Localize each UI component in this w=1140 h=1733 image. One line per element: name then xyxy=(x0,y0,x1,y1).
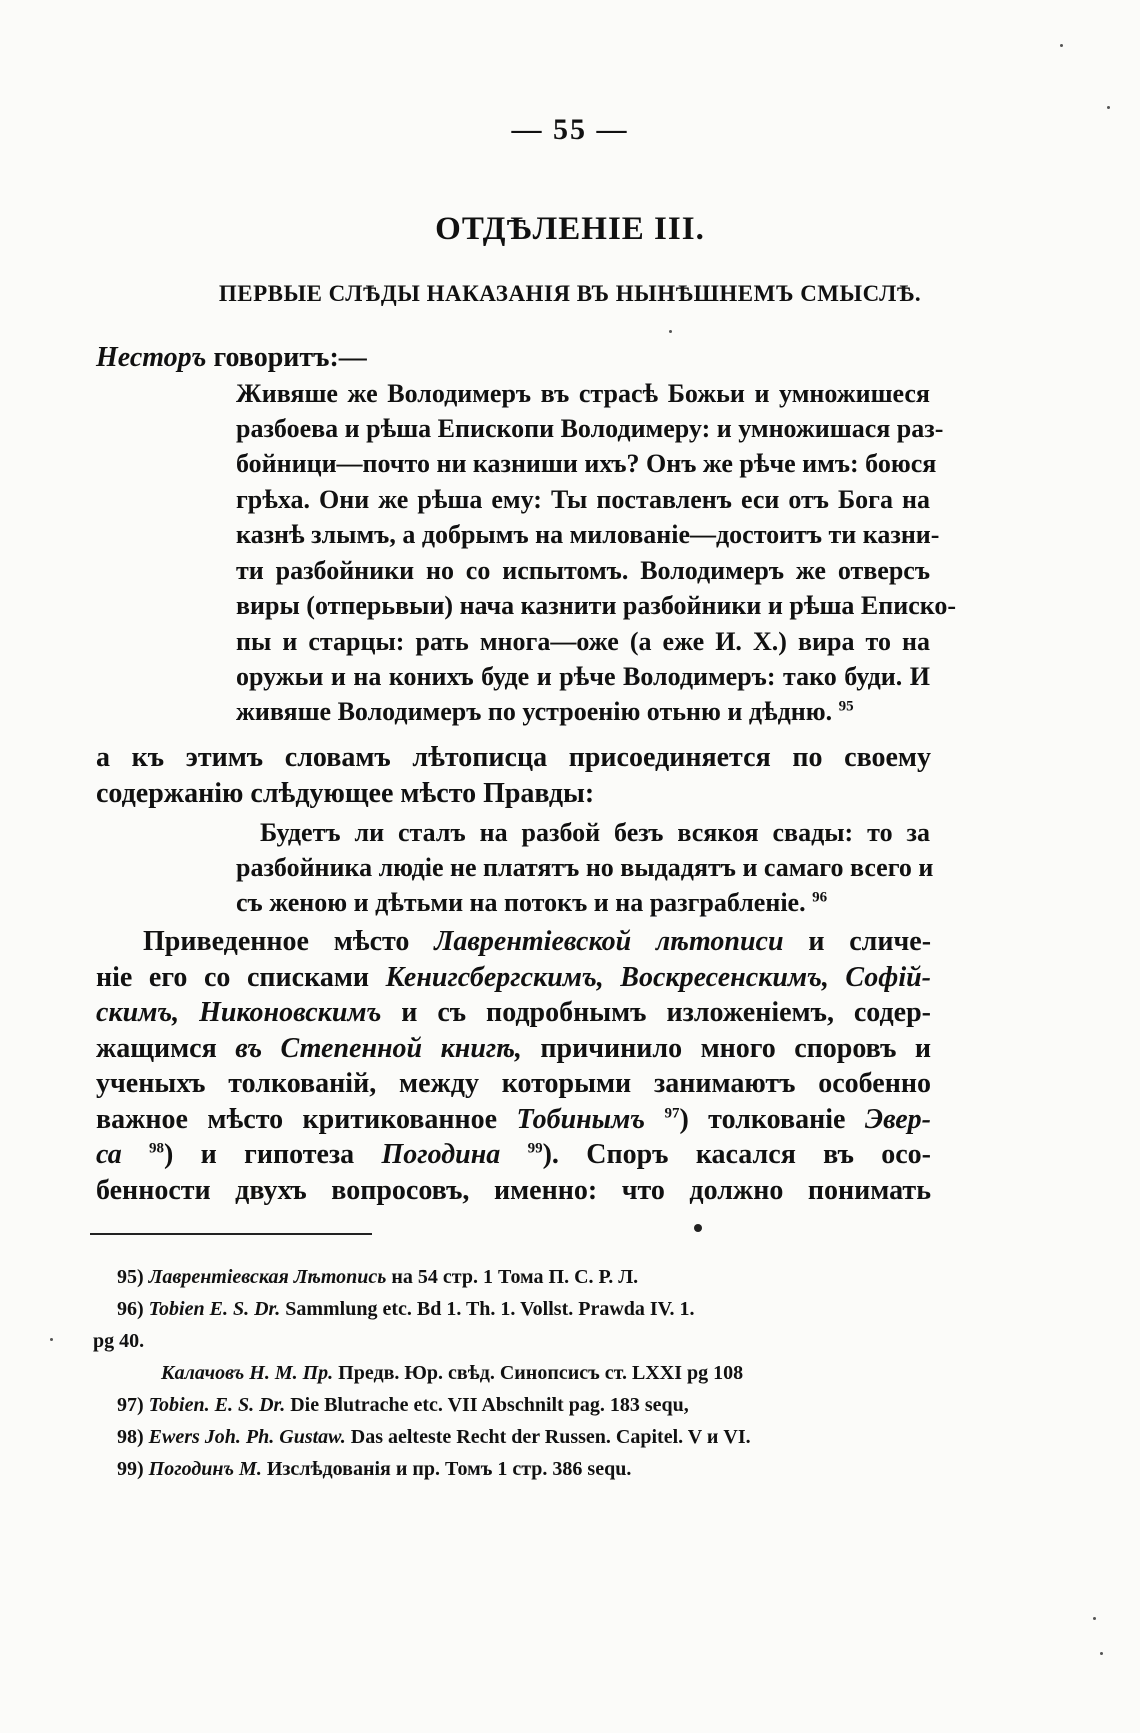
paragraph-line: скимъ, Никоновскимъ и съ подробнымъ изложеніемъ, содер- xyxy=(96,997,931,1028)
connector-line-2: содержанію слѣдующее мѣсто Правды: xyxy=(96,778,595,809)
paragraph-line: Приведенное мѣсто Лаврентіевской лѣтописи и сличе- xyxy=(143,926,932,957)
quote-line: бойници—почто ни казниши ихъ? Онъ же рѣче имъ: боюся xyxy=(236,449,937,478)
section-title: ОТДѢЛЕНІЕ III. xyxy=(435,211,705,247)
page-number: — 55 — xyxy=(511,113,629,146)
quote-line: пы и старцы: рать многа—оже (а еже И. Х.) вира то на xyxy=(236,627,930,656)
quote-line: Живяше же Володимеръ въ страсѣ Божьи и умножишеся xyxy=(236,379,930,408)
paragraph-line: ученыхъ толкованій, между которыми занимаютъ особенно xyxy=(96,1068,931,1099)
quote-line: виры (отперьвыи) нача казнити разбойники и рѣша Еписко- xyxy=(236,591,957,620)
quote-line: казнѣ злымъ, а добрымъ на милованіе—достоитъ ти казни- xyxy=(236,520,940,549)
footnote: 97) Tobien. E. S. Dr. Die Blutrache etc. VII Abschnilt pag. 183 sequ, xyxy=(117,1394,689,1416)
footnote: Калачовъ Н. М. Пр. Предв. Юр. свѣд. Синопсисъ ст. LXXI pg 108 xyxy=(161,1362,744,1384)
footnote: 98) Ewers Joh. Ph. Gustaw. Das aelteste Recht der Russen. Capitel. V и VI. xyxy=(117,1426,751,1448)
author-name: Несторъ xyxy=(96,342,207,373)
paragraph-line: бенности двухъ вопросовъ, именно: что должно понимать xyxy=(96,1175,931,1206)
scan-speck xyxy=(1060,44,1063,47)
quote-line-last: живяше Володимеръ по устроенію отьню и дѣдню. $^{95}$ xyxy=(236,697,854,726)
section-subtitle: ПЕРВЫЕ СЛѢДЫ НАКАЗАНІЯ ВЪ НЫНѢШНЕМЪ СМЫСЛѢ. xyxy=(218,281,922,306)
paragraph-line: са $^{98}$) и гипотеза Погодина $^{99}$). Споръ касался въ осо- xyxy=(96,1139,931,1170)
quote-line: грѣха. Они же рѣша ему: Ты поставленъ еси отъ Бога на xyxy=(236,485,930,514)
paragraph-line: важное мѣсто критикованное Тобинымъ $^{97}$) толкованіе Эвер- xyxy=(96,1104,931,1135)
intro-verb: говоритъ:— xyxy=(213,342,367,373)
quote-line: ти разбойники но со испытомъ. Володимеръ же отверсъ xyxy=(236,556,930,585)
footnote: 99) Погодинъ М. Изслѣдованія и пр. Томъ 1 стр. 386 sequ. xyxy=(117,1458,632,1480)
paragraph-line: ніе его со списками Кенигсбергскимъ, Воскресенскимъ, Софій- xyxy=(96,962,931,993)
scan-speck xyxy=(50,1338,53,1341)
paragraph-line: жащимся въ Степенной книгѣ, причинило много споровъ и xyxy=(96,1033,932,1064)
footnote-ref: 95 xyxy=(838,698,854,715)
quote-line: разбойника людіе не платятъ но выдадятъ и самаго всего и xyxy=(236,853,934,882)
scan-speck xyxy=(1107,106,1110,109)
quote-line: оружьи и на конихъ буде и рѣче Володимеръ: тако буди. И xyxy=(236,662,930,691)
scan-speck xyxy=(1100,1652,1103,1655)
connector-line-1: а къ этимъ словамъ лѣтописца присоединяется по своему xyxy=(96,742,931,773)
scan-speck xyxy=(669,330,672,333)
footnote-ref: 96 xyxy=(812,889,828,906)
footnote-continuation: pg 40. xyxy=(93,1330,145,1352)
ink-dot xyxy=(694,1224,702,1232)
footnote-rule xyxy=(90,1233,372,1235)
scan-speck xyxy=(1093,1617,1096,1620)
footnote: 96) Tobien E. S. Dr. Sammlung etc. Bd 1. Th. 1. Vollst. Prawda IV. 1. xyxy=(117,1298,695,1320)
quote-line: Будетъ ли сталъ на разбой безъ всякоя свады: то за xyxy=(260,818,930,847)
quote-line-last: съ женою и дѣтьми на потокъ и на разграбленіе. $^{96}$ xyxy=(236,888,828,917)
quote-line: разбоева и рѣша Епископи Володимеру: и умножишася раз- xyxy=(236,414,944,443)
footnote: 95) Лаврентіевская Лѣтопись на 54 стр. 1 Тома П. С. Р. Л. xyxy=(117,1266,639,1288)
intro-line xyxy=(96,344,367,372)
